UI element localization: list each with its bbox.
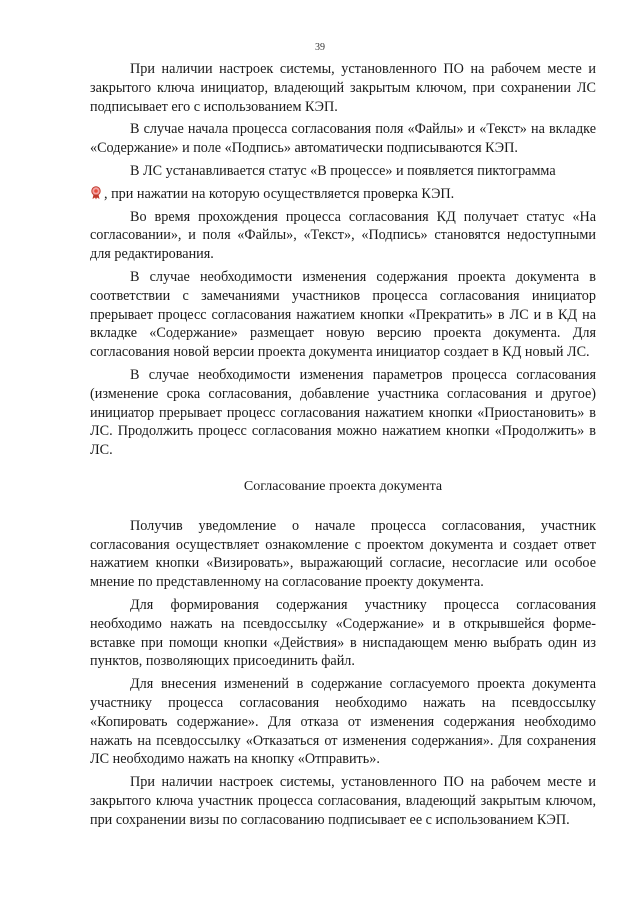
paragraph: Во время прохождения процесса согласования КД получает статус «На согласовании», и поля «Файлы», «Текст», «Подпись» становятся недоступными для редактирования.: [90, 208, 596, 263]
paragraph: Получив уведомление о начале процесса согласования, участник согласования осуществляет ознакомление с проектом документа и создает ответ нажатием кнопки «Визировать», выражающий согласие, несогласие или особое мнение по представленному на согласование проекту документа.: [90, 517, 596, 591]
paragraph: В случае необходимости изменения содержания проекта документа в соответствии с замечаниями участников процесса согласования инициатор прерывает процесс согласования нажатием кнопки «Прекратить» в ЛС и в КД на вкладке «Содержание» размещает новую версию проекта документа. Для согласования новой версии проекта документа инициатор создает в КД новый ЛС.: [90, 268, 596, 361]
paragraph: В случае необходимости изменения параметров процесса согласования (изменение срока согласования, добавление участника согласования и другое) инициатор прерывает процесс согласования нажатием кнопки «Приостановить» в ЛС. Продолжить процесс согласования можно нажатием кнопки «Продолжить» в ЛС.: [90, 366, 596, 459]
seal-icon: [90, 186, 102, 200]
section-heading: Согласование проекта документа: [243, 478, 443, 494]
paragraph: При наличии настроек системы, установленного ПО на рабочем месте и закрытого ключа участник процесса согласования, владеющий закрытым ключом, при сохранении визы по согласованию подписывает ее с использованием КЭП.: [90, 774, 596, 828]
paragraph: Для внесения изменений в содержание согласуемого проекта документа участнику процесса согласования необходимо нажать на псевдоссылку «Копировать содержание». Для отказа от изменения содержания необходимо нажать на псевдоссылку «Отказаться от изменения содержания». Для сохранения ЛС необходимо нажать на кнопку «Отправить».: [90, 676, 596, 768]
page-number: 39: [315, 42, 325, 53]
paragraph: В ЛС устанавливается статус «В процессе» и появляется пиктограмма: [130, 162, 556, 179]
paragraph: При наличии настроек системы, установленного ПО на рабочем месте и закрытого ключа инициатор, владеющий закрытым ключом, при сохранении ЛС подписывает его с использованием КЭП.: [90, 61, 596, 115]
paragraph-text: , при нажатии на которую осуществляется проверка КЭП.: [104, 185, 455, 202]
paragraph: Для формирования содержания участнику процесса согласования необходимо нажать на псевдоссылку «Содержание» и в открывшейся форме-вставке при помощи кнопки «Действия» в ниспадающем меню выбрать один из пунктов, позволяющих присоединить файл.: [90, 596, 596, 670]
page-content: [90, 60, 596, 833]
paragraph: В случае начала процесса согласования поля «Файлы» и «Текст» на вкладке «Содержание» и поле «Подпись» автоматически подписываются КЭП.: [90, 121, 596, 157]
paragraph-with-icon: [90, 185, 596, 204]
